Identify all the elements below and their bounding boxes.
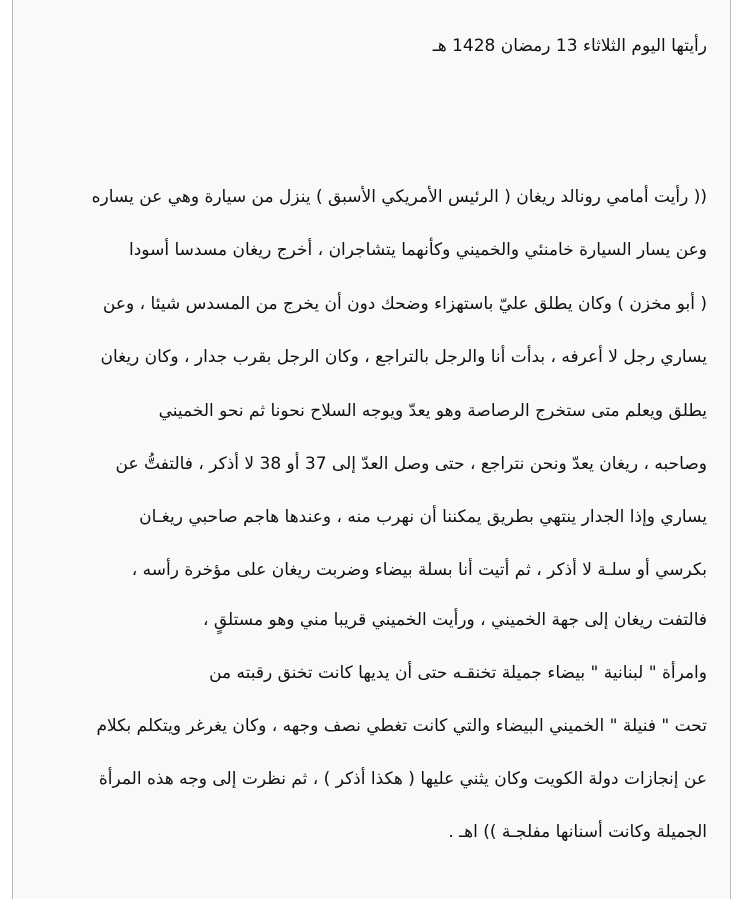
- paragraph-line: يساري وإذا الجدار ينتهي بطريق يمكننا أن نهرب منه ، وعندها هاجم صاحبي ريغـان: [139, 507, 707, 527]
- paragraph-line: فالتفت ريغان إلى جهة الخميني ، ورأيت الخميني قريبا مني وهو مستلقٍ ،: [202, 610, 707, 630]
- paragraph-line: عن إنجازات دولة الكويت وكان يثني عليها ( هكذا أذكر ) ، ثم نظرت إلى وجه هذه المرأة: [98, 769, 707, 789]
- paragraph-line: يطلق ويعلم متى ستخرج الرصاصة وهو يعدّ ويوجه السلاح نحونا ثم نحو الخميني: [158, 401, 707, 421]
- paragraph-line: (( رأيت أمامي رونالد ريغان ( الرئيس الأمريكي الأسبق ) ينزل من سيارة وهي عن يساره: [91, 187, 707, 207]
- date-line: رأيتها اليوم الثلاثاء 13 رمضان 1428 هـ: [432, 36, 707, 56]
- paragraph-line: وصاحبه ، ريغان يعدّ ونحن نتراجع ، حتى وصل العدّ إلى 37 أو 38 لا أذكر ، فالتفتُّ عن: [115, 454, 707, 474]
- right-gutter: [731, 0, 743, 899]
- paragraph-line: تحت " فنيلة " الخميني البيضاء والتي كانت تغطي نصف وجهه ، وكان يغرغر ويتكلم بكلام: [96, 716, 707, 736]
- paragraph-line: بكرسي أو سلـة لا أذكر ، ثم أتيت أنا بسلة بيضاء وضربت ريغان على مؤخرة رأسه ،: [131, 560, 707, 580]
- paragraph-line: وعن يسار السيارة خامنئي والخميني وكأنهما يتشاجران ، أخرج ريغان مسدسا أسودا: [129, 240, 707, 260]
- paragraph-line: وامرأة " لبنانية " بيضاء جميلة تخنقـه حتى أن يديها كانت تخنق رقبته من: [209, 663, 707, 683]
- post-body: [12, 0, 731, 899]
- paragraph-line: يساري رجل لا أعرفه ، بدأت أنا والرجل بالتراجع ، وكان الرجل بقرب جدار ، وكان ريغان: [100, 347, 707, 367]
- left-gutter: [0, 0, 12, 899]
- paragraph-line: ( أبو مخزن ) وكان يطلق عليّ باستهزاء وضحك دون أن يخرج من المسدس شيئا ، وعن: [102, 294, 707, 314]
- paragraph-line: الجميلة وكانت أسنانها مفلجـة )) اهـ .: [448, 822, 707, 842]
